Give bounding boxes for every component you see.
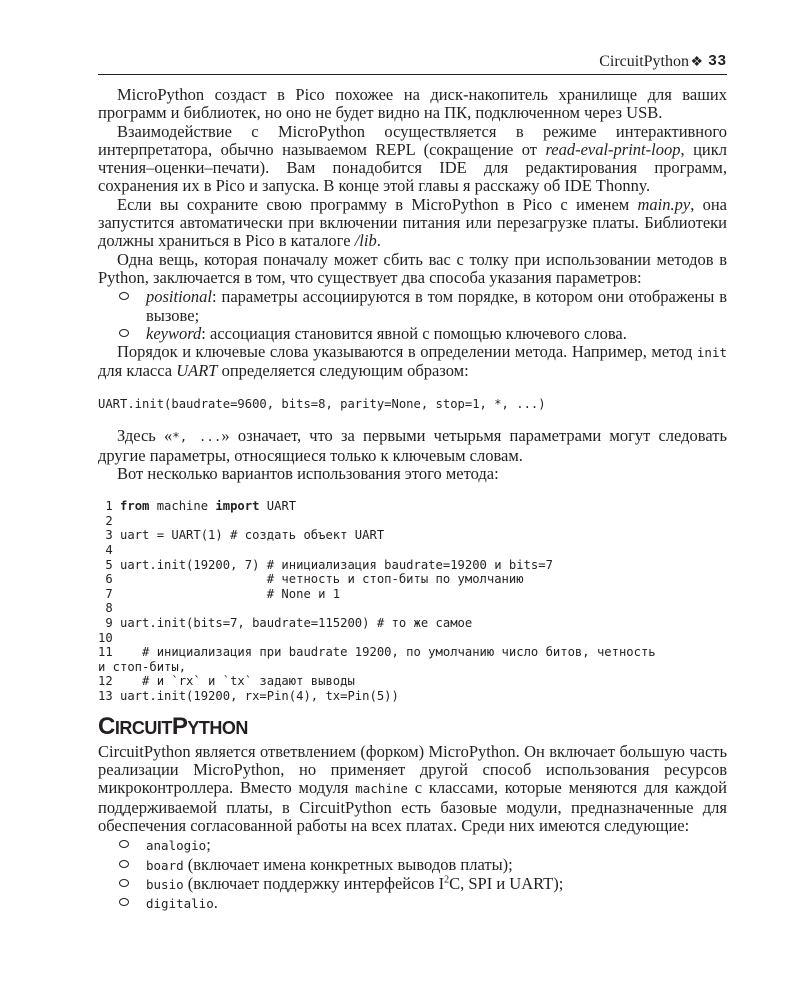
page-number: 33 (708, 52, 727, 69)
paragraph: MicroPython создаст в Pico похожее на диск-накопитель хранилище для ваших программ и библиотек, но оно не будет видно на ПК, подключенном через USB. (98, 85, 727, 123)
list-item: board (включает имена конкретных выводов платы); (98, 856, 727, 875)
parameter-types-list (98, 288, 727, 343)
paragraph: Взаимодействие с MicroPython осуществляется в режиме интерактивного интерпретатора, обычно называемом REPL (сокращение от read-eval-print-loop, цикл чтения–оценки–печати). Вам понадобится IDE для редактирования программ, сохранения их в Pico и запуска. В конце этой главы я расскажу об IDE Thonny. (98, 121, 727, 196)
code-block-signature: UART.init(baudrate=9600, bits=8, parity=None, stop=1, *, ...) (98, 396, 546, 411)
paragraph: Порядок и ключевые слова указываются в определении метода. Например, метод init для класса UART определяется следующим образом: (98, 342, 727, 381)
list-item: digitalio. (98, 894, 727, 913)
bullet-circle-icon (119, 860, 129, 868)
list-item: busio (включает поддержку интерфейсов $I^2C$, SPI и UART); (98, 875, 727, 894)
list-item: keyword: ассоциация становится явной с помощью ключевого слова. (98, 325, 727, 343)
paragraph: Одна вещь, которая поначалу может сбить вас с толку при использовании методов в Python, заключается в том, что существует два способа указания параметров: (98, 249, 727, 287)
paragraph: Вот несколько вариантов использования этого метода: (117, 463, 499, 483)
bullet-circle-icon (119, 898, 129, 906)
module-list (98, 836, 727, 913)
paragraph: CircuitPython является ответвлением (форком) MicroPython. Он включает большую часть реализации MicroPython, но применяет другой способ использования ресурсов микроконтроллера. Вместо модуля machine с классами, которые меняются для каждой поддерживаемой платы, в CircuitPython есть базовые модули, предназначенные для обеспечения согласованной работы на всех платах. Среди них имеются следующие: (98, 741, 727, 836)
paragraph: Здесь «*, ...» означает, что за первыми четырьмя параметрами могут следовать другие параметры, относящиеся только к ключевым словам. (98, 426, 727, 465)
running-header (98, 52, 727, 75)
list-item: analogio; (98, 836, 727, 855)
bullet-circle-icon (119, 879, 129, 887)
bullet-circle-icon (119, 840, 129, 848)
header-ornament-icon: ❖ (690, 53, 703, 69)
bullet-circle-icon (119, 292, 129, 300)
page-body (98, 86, 727, 914)
paragraph: Если вы сохраните свою программу в MicroPython в Pico с именем main.py, она запустится автоматически при включении питания или перезагрузке платы. Библиотеки должны храниться в Pico в каталоге /lib. (98, 194, 727, 251)
code-block-examples: 1 from machine import UART 2 3 uart = UART(1) # создать объект UART 4 5 uart.init(19200, 7) # инициализация baudrate=19200 и bits=7 6 # четность и стоп-биты по умолчанию 7 # None и 1 8 9 uart.init(bits=7, baudrate=115200) # то же самое 10 11 # инициализация при baudrate 19200, по умолчанию число битов, четность и стоп-биты, 12 # и `rx` и `tx` задают выводы 13 uart.init(19200, rx=Pin(4), tx=Pin(5)) (98, 499, 656, 703)
section-heading: CIRCUITPYTHON (98, 712, 248, 740)
header-title: CircuitPython (599, 53, 689, 70)
bullet-circle-icon (119, 329, 129, 337)
list-item: positional: параметры ассоциируются в том порядке, в котором они отображены в вызове; (98, 288, 727, 325)
